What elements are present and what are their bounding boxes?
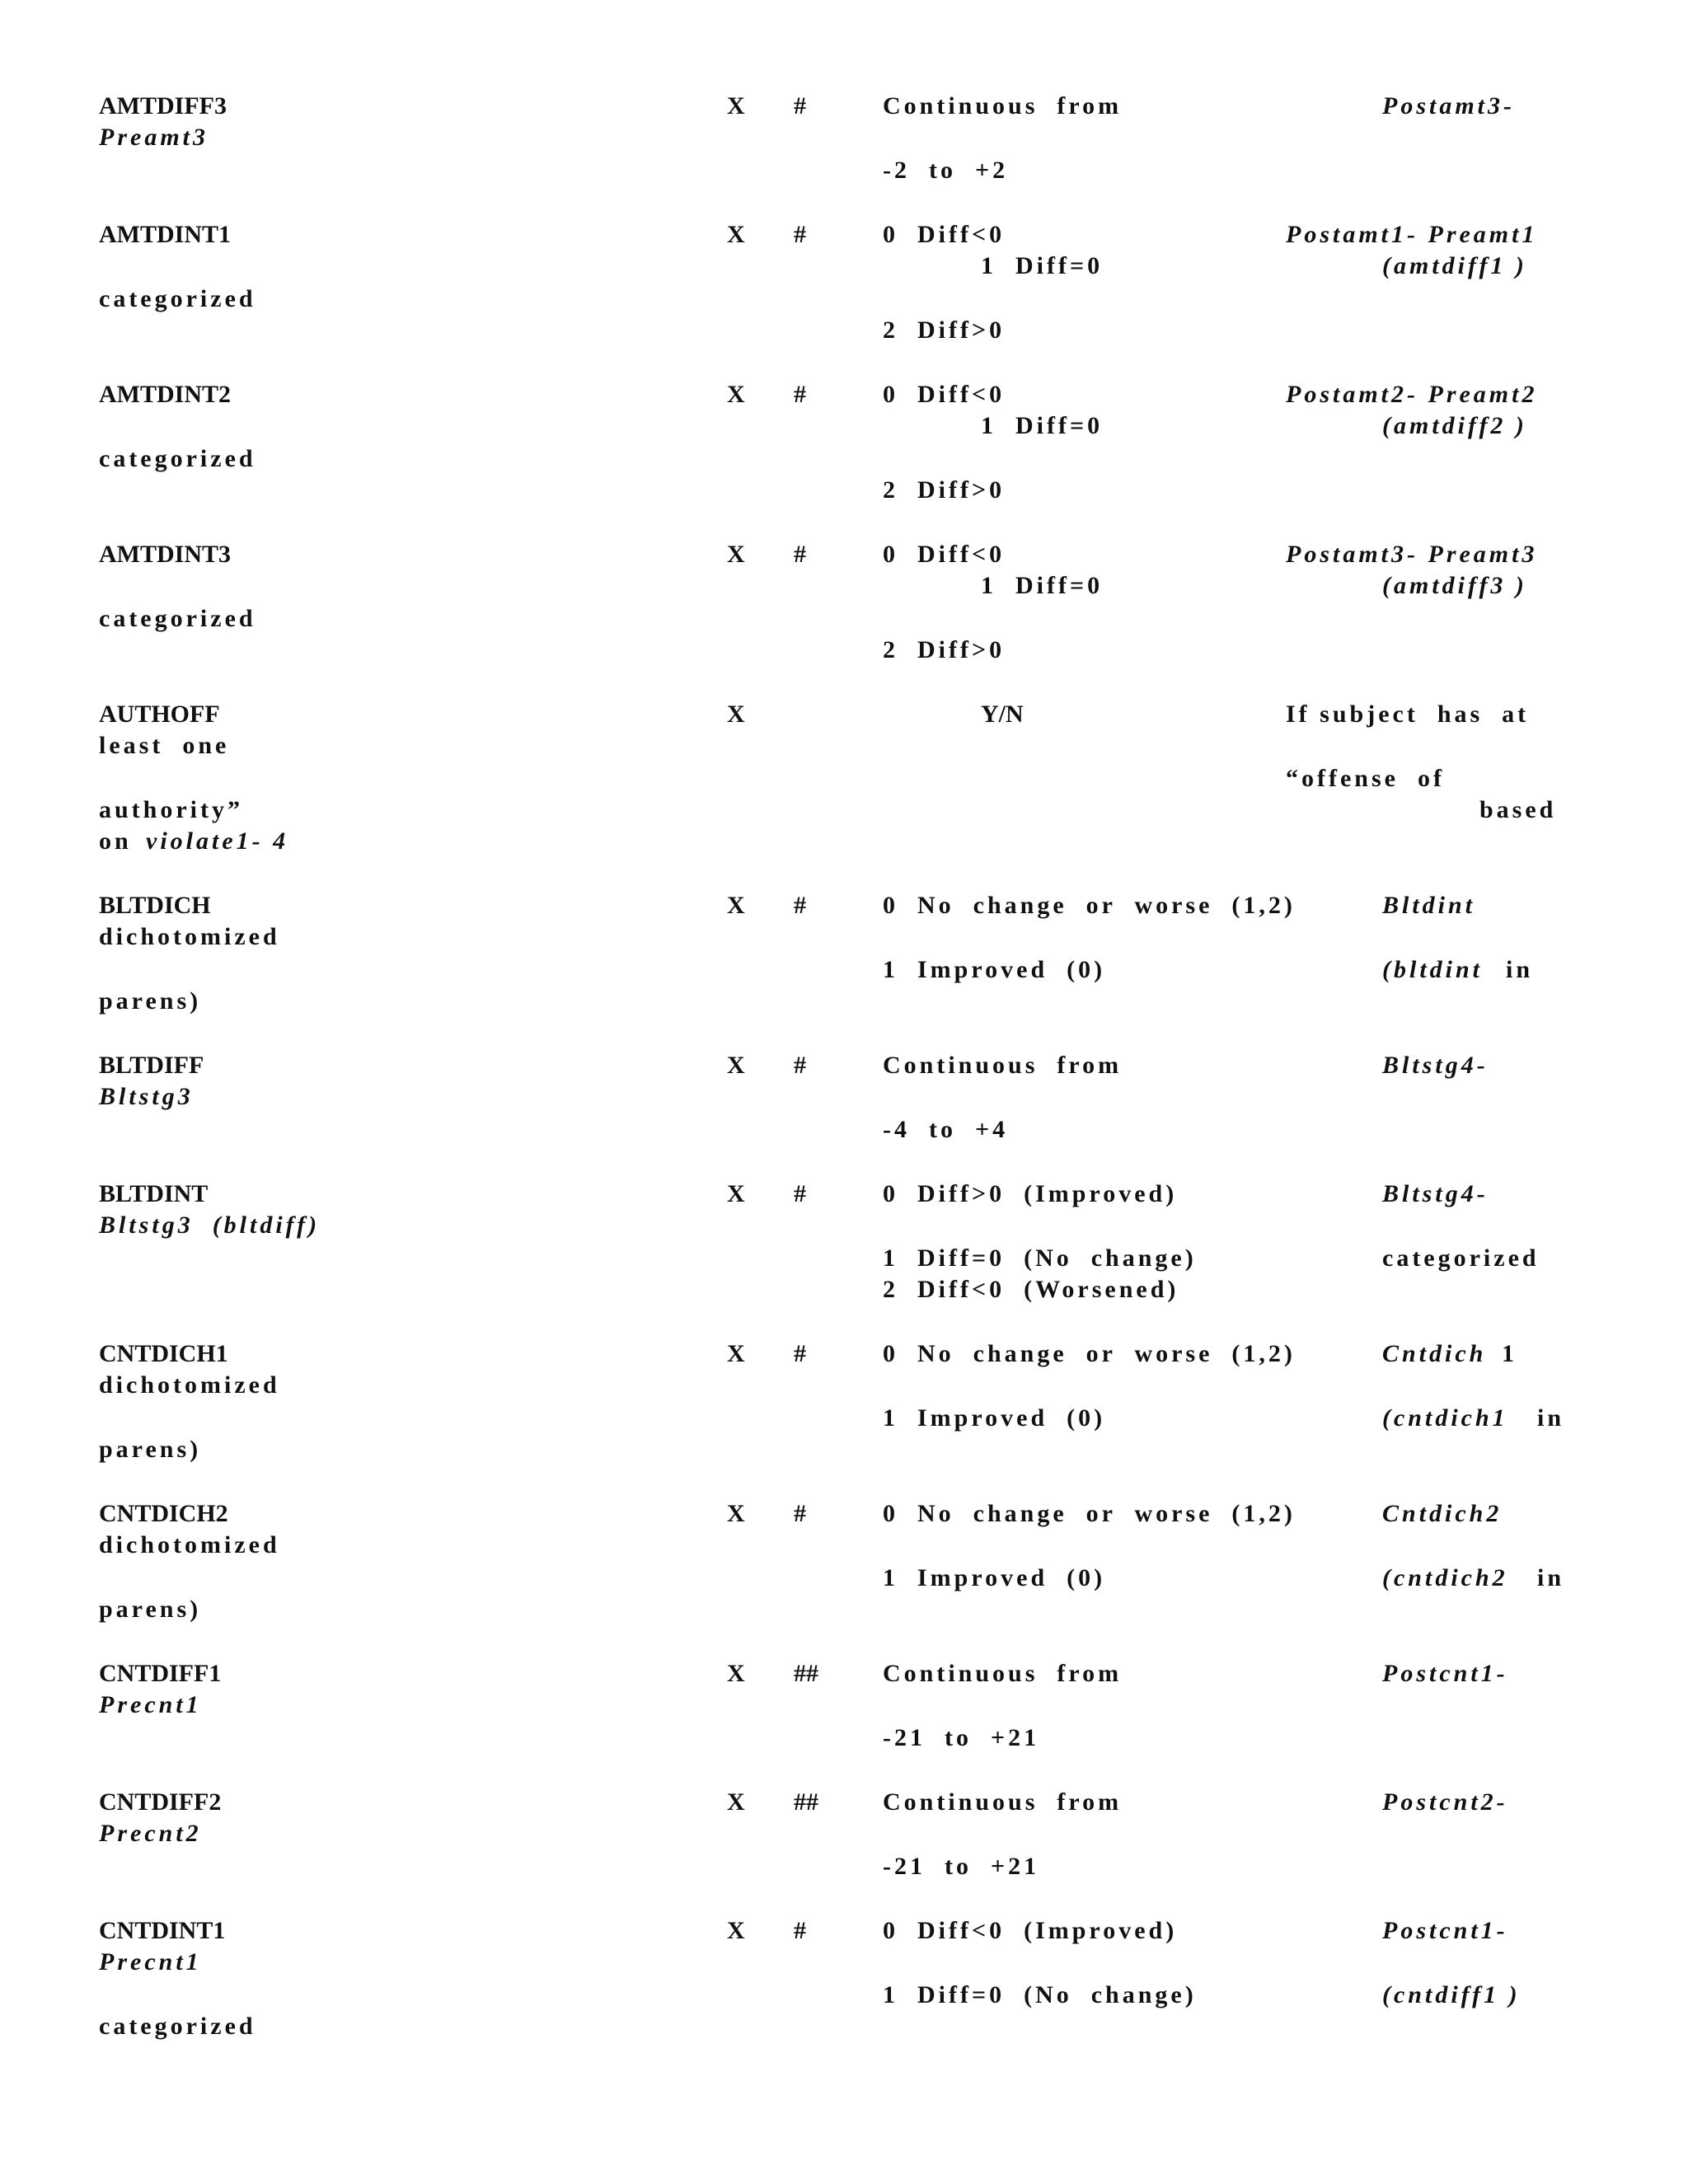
cntdich2-text: 0 No change or worse (1,2) xyxy=(883,1500,1296,1527)
cntdint1-text: # xyxy=(794,1917,806,1944)
authoff-text: authority” xyxy=(99,796,243,823)
amtdint1-text: (amtdiff1 ) xyxy=(1382,252,1527,279)
authoff-text: on xyxy=(99,827,132,855)
cntdiff2-text: Postcnt2- xyxy=(1382,1788,1508,1816)
amtdiff3-text: Preamt3 xyxy=(99,124,209,151)
amtdint2-text: 0 Diff<0 xyxy=(883,381,1006,408)
amtdint3-text: # xyxy=(794,541,806,568)
amtdint1-text: 1 Diff=0 xyxy=(981,252,1104,279)
amtdint2-text: AMTDINT2 xyxy=(99,381,232,408)
amtdint3-text: AMTDINT3 xyxy=(99,541,232,568)
cntdint1-text: Precnt1 xyxy=(99,1948,202,1975)
cntdiff1-text: ## xyxy=(794,1660,818,1687)
cntdint1-text: categorized xyxy=(99,2013,256,2040)
cntdiff1-text: CNTDIFF1 xyxy=(99,1660,222,1687)
cntdiff1-text: Postcnt1- xyxy=(1382,1660,1508,1687)
bltdich-text: # xyxy=(794,892,806,919)
bltdint-text: Bltstg3 (bltdiff) xyxy=(99,1212,321,1239)
cntdint1-text: CNTDINT1 xyxy=(99,1917,226,1944)
bltdiff-text: Bltstg4- xyxy=(1382,1052,1489,1079)
authoff-text: “offense of xyxy=(1286,765,1445,792)
bltdiff-text: Continuous from xyxy=(883,1052,1123,1079)
authoff-text: least one xyxy=(99,732,230,759)
cntdiff1-text: X xyxy=(727,1660,745,1687)
cntdich1-text: 1 Improved (0) xyxy=(883,1404,1106,1432)
amtdint1-text: X xyxy=(727,221,745,248)
cntdint1-text: Postcnt1- xyxy=(1382,1917,1508,1944)
amtdint3-text: (amtdiff3 ) xyxy=(1382,572,1527,599)
bltdiff-text: -4 to +4 xyxy=(883,1116,1009,1143)
cntdich1-text: Cntdich xyxy=(1382,1340,1487,1367)
amtdint2-text: (amtdiff2 ) xyxy=(1382,412,1527,439)
amtdint2-text: 2 Diff>0 xyxy=(883,476,1006,504)
amtdint3-text: 2 Diff>0 xyxy=(883,636,1006,663)
amtdint3-text: X xyxy=(727,541,745,568)
bltdint-text: # xyxy=(794,1180,806,1207)
cntdiff1-text: Precnt1 xyxy=(99,1691,202,1718)
bltdiff-text: BLTDIFF xyxy=(99,1052,204,1079)
amtdint3-text: 0 Diff<0 xyxy=(883,541,1006,568)
bltdint-text: 2 Diff<0 (Worsened) xyxy=(883,1276,1179,1303)
amtdint1-text: 2 Diff>0 xyxy=(883,316,1006,344)
amtdint2-text: # xyxy=(794,381,806,408)
cntdich2-text: in xyxy=(1537,1564,1565,1591)
bltdich-text: 1 Improved (0) xyxy=(883,956,1106,983)
cntdiff2-text: X xyxy=(727,1788,745,1816)
authoff-text: Y/N xyxy=(981,701,1024,728)
amtdint3-text: Postamt3- Preamt3 xyxy=(1286,541,1538,568)
cntdint1-text: (cntdiff1 ) xyxy=(1382,1981,1521,2008)
authoff-text: X xyxy=(727,701,745,728)
cntdint1-text: X xyxy=(727,1917,745,1944)
cntdich1-text: in xyxy=(1537,1404,1565,1432)
amtdint1-text: categorized xyxy=(99,285,256,312)
amtdint3-text: categorized xyxy=(99,605,256,632)
cntdich1-text: parens) xyxy=(99,1436,202,1463)
cntdiff2-text: Precnt2 xyxy=(99,1820,202,1847)
amtdint2-text: 1 Diff=0 xyxy=(981,412,1104,439)
amtdint1-text: AMTDINT1 xyxy=(99,221,232,248)
bltdiff-text: Bltstg3 xyxy=(99,1083,194,1110)
amtdiff3-text: Postamt3- xyxy=(1382,92,1515,120)
cntdich2-text: 1 Improved (0) xyxy=(883,1564,1106,1591)
bltdich-text: parens) xyxy=(99,987,202,1015)
bltdich-text: in xyxy=(1506,956,1534,983)
cntdich1-text: CNTDICH1 xyxy=(99,1340,228,1367)
cntdich1-text: dichotomized xyxy=(99,1371,280,1399)
bltdich-text: dichotomized xyxy=(99,923,280,950)
cntdint1-text: 1 Diff=0 (No change) xyxy=(883,1981,1197,2008)
cntdiff2-text: -21 to +21 xyxy=(883,1853,1040,1880)
amtdint3-text: 1 Diff=0 xyxy=(981,572,1104,599)
authoff-text: If subject has at xyxy=(1286,701,1530,728)
cntdiff2-text: Continuous from xyxy=(883,1788,1123,1816)
amtdiff3-text: X xyxy=(727,92,745,120)
bltdint-text: 0 Diff>0 (Improved) xyxy=(883,1180,1178,1207)
bltdiff-text: # xyxy=(794,1052,806,1079)
authoff-text: violate1- 4 xyxy=(146,827,289,855)
cntdich1-text: X xyxy=(727,1340,745,1367)
cntdint1-text: 0 Diff<0 (Improved) xyxy=(883,1917,1178,1944)
amtdiff3-text: # xyxy=(794,92,806,120)
amtdint2-text: X xyxy=(727,381,745,408)
cntdich2-text: Cntdich2 xyxy=(1382,1500,1503,1527)
cntdich1-text: (cntdich1 xyxy=(1382,1404,1508,1432)
cntdich1-text: 0 No change or worse (1,2) xyxy=(883,1340,1296,1367)
bltdint-text: Bltstg4- xyxy=(1382,1180,1489,1207)
cntdiff2-text: ## xyxy=(794,1788,818,1816)
cntdich2-text: (cntdich2 xyxy=(1382,1564,1508,1591)
bltdich-text: BLTDICH xyxy=(99,892,211,919)
cntdiff1-text: -21 to +21 xyxy=(883,1724,1040,1751)
cntdich1-text: # xyxy=(794,1340,806,1367)
amtdint1-text: # xyxy=(794,221,806,248)
bltdiff-text: X xyxy=(727,1052,745,1079)
amtdint1-text: 0 Diff<0 xyxy=(883,221,1006,248)
amtdint2-text: categorized xyxy=(99,445,256,472)
amtdint1-text: Postamt1- Preamt1 xyxy=(1286,221,1538,248)
cntdich2-text: # xyxy=(794,1500,806,1527)
cntdich2-text: X xyxy=(727,1500,745,1527)
bltdich-text: 0 No change or worse (1,2) xyxy=(883,892,1296,919)
authoff-text: based xyxy=(1479,796,1557,823)
bltdich-text: X xyxy=(727,892,745,919)
authoff-text: AUTHOFF xyxy=(99,701,220,728)
bltdich-text: Bltdint xyxy=(1382,892,1476,919)
amtdiff3-text: AMTDIFF3 xyxy=(99,92,227,120)
cntdiff2-text: CNTDIFF2 xyxy=(99,1788,222,1816)
cntdich1-text: 1 xyxy=(1502,1340,1514,1367)
bltdich-text: (bltdint xyxy=(1382,956,1484,983)
cntdich2-text: parens) xyxy=(99,1596,202,1623)
amtdiff3-text: -2 to +2 xyxy=(883,157,1009,184)
cntdiff1-text: Continuous from xyxy=(883,1660,1123,1687)
cntdich2-text: dichotomized xyxy=(99,1531,280,1558)
bltdint-text: categorized xyxy=(1382,1244,1540,1272)
cntdich2-text: CNTDICH2 xyxy=(99,1500,228,1527)
amtdint2-text: Postamt2- Preamt2 xyxy=(1286,381,1538,408)
bltdint-text: BLTDINT xyxy=(99,1180,209,1207)
bltdint-text: 1 Diff=0 (No change) xyxy=(883,1244,1197,1272)
amtdiff3-text: Continuous from xyxy=(883,92,1123,120)
bltdint-text: X xyxy=(727,1180,745,1207)
